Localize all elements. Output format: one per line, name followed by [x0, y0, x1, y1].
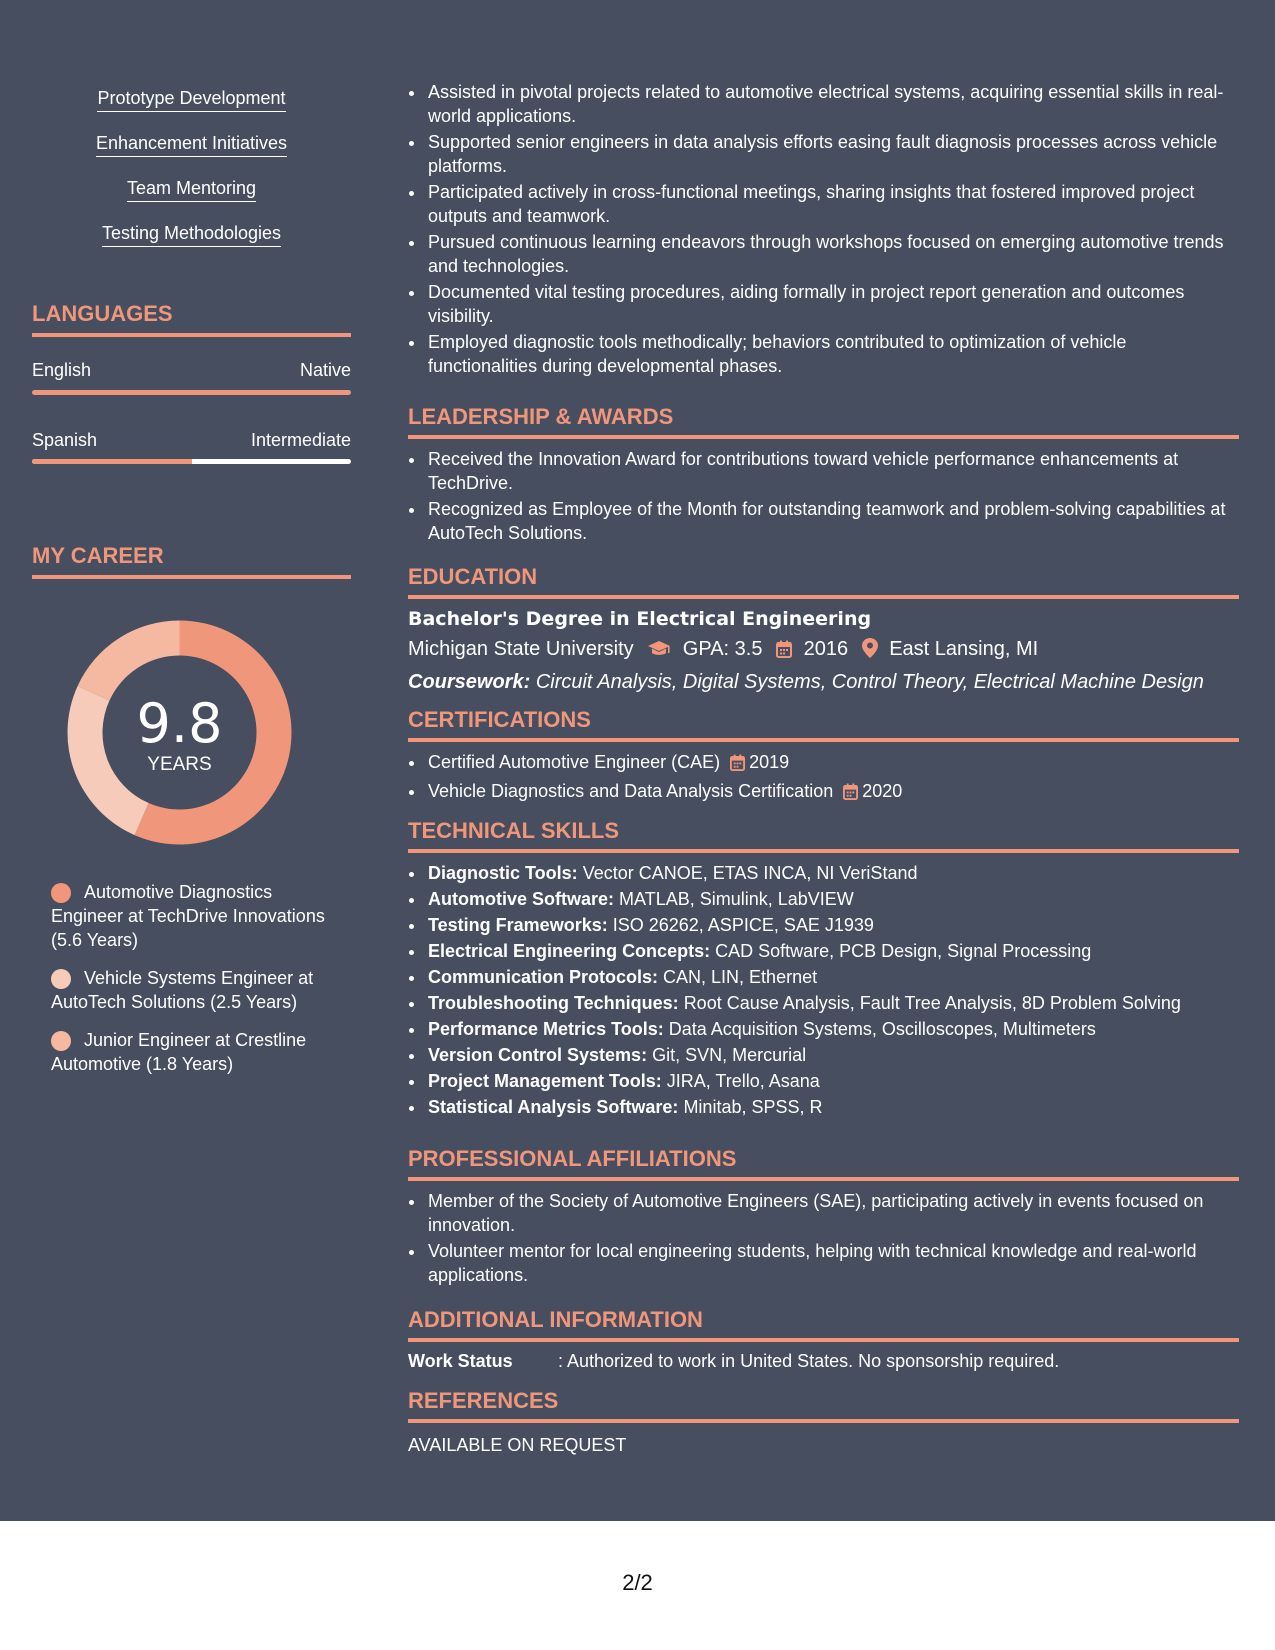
skill-tag [32, 176, 351, 202]
languages-heading: LANGUAGES [32, 300, 351, 337]
language-level: Intermediate [250, 430, 351, 450]
technical-skills-section [408, 817, 1239, 1121]
technical-skills-heading: TECHNICAL SKILLS [408, 817, 1239, 853]
skill-tag-label: Team Mentoring [127, 176, 256, 202]
calendar-icon [776, 637, 792, 667]
leadership-heading: LEADERSHIP & AWARDS [408, 403, 1239, 439]
tech-skill-label: Version Control Systems: [428, 1045, 648, 1065]
tech-skill-label: Statistical Analysis Software: [428, 1097, 679, 1117]
references-text: AVAILABLE ON REQUEST [408, 1435, 627, 1455]
language-proficiency-bar [32, 459, 351, 464]
award-item: • Recognized as Employee of the Month for outstanding teamwork and problem-solving capabilities at AutoTech Solutions. [426, 497, 1239, 545]
skill-tag [32, 221, 351, 247]
award-item: • Received the Innovation Award for contributions toward vehicle performance enhancements at TechDrive. [426, 447, 1239, 495]
language-name: English [32, 360, 92, 380]
tech-skill-value: CAN, LIN, Ethernet [663, 967, 818, 987]
certification-name: Certified Automotive Engineer (CAE) [428, 752, 721, 772]
tech-skill-item [426, 1095, 1239, 1119]
calendar-icon [843, 782, 858, 806]
tech-skill-label: Project Management Tools: [428, 1071, 662, 1091]
tech-skill-label: Troubleshooting Techniques: [428, 993, 679, 1013]
language-level: Native [299, 360, 351, 380]
skill-tag-label: Enhancement Initiatives [96, 131, 287, 157]
leadership-section [408, 403, 1239, 547]
affiliation-item: • Member of the Society of Automotive Engineers (SAE), participating actively in events focused on innovation. [426, 1189, 1239, 1237]
tech-skill-value: JIRA, Trello, Asana [666, 1071, 820, 1091]
affiliations-heading: PROFESSIONAL AFFILIATIONS [408, 1145, 1239, 1181]
skills-tags [32, 86, 351, 266]
school-location: East Lansing, MI [889, 638, 1039, 660]
tech-skill-item [426, 965, 1239, 989]
skill-tag [32, 131, 351, 157]
coursework-list: Circuit Analysis, Digital Systems, Control Theory, Electrical Machine Design [535, 671, 1204, 693]
career-item [51, 880, 341, 952]
education-meta [408, 634, 1239, 667]
skill-tag-label: Prototype Development [97, 86, 285, 112]
tech-skill-label: Performance Metrics Tools: [428, 1019, 664, 1039]
certification-name: Vehicle Diagnostics and Data Analysis Certification [428, 781, 834, 801]
calendar-icon [730, 753, 745, 777]
affiliations-section [408, 1145, 1239, 1289]
tech-skill-item [426, 939, 1239, 963]
gpa: GPA: 3.5 [682, 638, 763, 660]
tech-skill-value: ISO 26262, ASPICE, SAE J1939 [612, 915, 874, 935]
experience-bullet: • Assisted in pivotal projects related to automotive electrical systems, acquiring essential skills in real-world applications. [426, 80, 1239, 128]
career-item [51, 966, 341, 1014]
certification-item [426, 750, 1239, 777]
work-status-value: : Authorized to work in United States. No sponsorship required. [558, 1351, 1060, 1371]
experience-bullet: • Supported senior engineers in data analysis efforts easing fault diagnosis processes across vehicle platforms. [426, 130, 1239, 178]
coursework [408, 667, 1239, 697]
tech-skill-value: Minitab, SPSS, R [683, 1097, 823, 1117]
tech-skill-value: Git, SVN, Mercurial [652, 1045, 807, 1065]
additional-info-heading: ADDITIONAL INFORMATION [408, 1306, 1239, 1342]
tech-skill-item [426, 1017, 1239, 1041]
career-item-label: Automotive Diagnostics Engineer at TechDrive Innovations (5.6 Years) [51, 882, 325, 950]
work-status-row [408, 1349, 1239, 1373]
certification-year: 2020 [862, 781, 903, 801]
tech-skill-label: Electrical Engineering Concepts: [428, 941, 711, 961]
work-status-label: Work Status [408, 1351, 513, 1371]
coursework-label: Coursework: [408, 671, 531, 693]
graduation-cap-icon [647, 637, 671, 667]
tech-skill-item [426, 1069, 1239, 1093]
affiliation-item: • Volunteer mentor for local engineering students, helping with technical knowledge and real-world applications. [426, 1239, 1239, 1287]
career-total-unit: YEARS [147, 754, 212, 775]
additional-info-section [408, 1306, 1239, 1373]
degree-title: Bachelor's Degree in Electrical Engineering [408, 608, 872, 630]
career-total-value: 9.8 [136, 692, 223, 755]
career-dot [51, 883, 71, 903]
language-proficiency-fill [32, 390, 351, 395]
references-heading: REFERENCES [408, 1387, 1239, 1423]
tech-skill-item [426, 887, 1239, 911]
experience-bullet: • Documented vital testing procedures, aiding formally in project report generation and outcomes visibility. [426, 280, 1239, 328]
career-dot [51, 969, 71, 989]
tech-skill-label: Testing Frameworks: [428, 915, 608, 935]
skill-tag [32, 86, 351, 112]
tech-skill-item [426, 913, 1239, 937]
career-heading: MY CAREER [32, 542, 351, 579]
tech-skill-label: Diagnostic Tools: [428, 863, 578, 883]
career-dot [51, 1031, 71, 1051]
career-item-label: Vehicle Systems Engineer at AutoTech Solutions (2.5 Years) [51, 968, 314, 1012]
certifications-section [408, 706, 1239, 808]
language-proficiency-fill [32, 459, 192, 464]
technical-skills-list [408, 861, 1239, 1119]
career-item-label: Junior Engineer at Crestline Automotive (1.8 Years) [51, 1030, 307, 1074]
language-proficiency-bar [32, 390, 351, 395]
page-number: 2/2 [622, 1570, 653, 1595]
experience-bullet: • Pursued continuous learning endeavors through workshops focused on emerging automotive trends and technologies. [426, 230, 1239, 278]
tech-skill-value: Data Acquisition Systems, Oscilloscopes, Multimeters [668, 1019, 1096, 1039]
language-name: Spanish [32, 430, 98, 450]
tech-skill-value: CAD Software, PCB Design, Signal Processing [715, 941, 1092, 961]
graduation-year: 2016 [803, 638, 849, 660]
tech-skill-label: Communication Protocols: [428, 967, 659, 987]
experience-bullet: • Participated actively in cross-functional meetings, sharing insights that fostered improved project outputs and teamwork. [426, 180, 1239, 228]
education-section [408, 563, 1239, 697]
tech-skill-item [426, 1043, 1239, 1067]
tech-skill-item [426, 861, 1239, 885]
career-item [51, 1028, 341, 1076]
tech-skill-label: Automotive Software: [428, 889, 615, 909]
career-list [51, 880, 341, 1090]
tech-skill-value: Root Cause Analysis, Fault Tree Analysis, 8D Problem Solving [683, 993, 1181, 1013]
references-section [408, 1387, 1239, 1457]
location-pin-icon [862, 637, 878, 667]
tech-skill-item [426, 991, 1239, 1015]
skill-tag-label: Testing Methodologies [102, 221, 281, 247]
certification-year: 2019 [749, 752, 790, 772]
tech-skill-value: Vector CANOE, ETAS INCA, NI VeriStand [582, 863, 918, 883]
career-donut-chart [67, 620, 292, 845]
education-heading: EDUCATION [408, 563, 1239, 599]
certifications-heading: CERTIFICATIONS [408, 706, 1239, 742]
experience-bullet: • Employed diagnostic tools methodically; behaviors contributed to optimization of vehicle functionalities during developmental phases. [426, 330, 1239, 378]
school-name: Michigan State University [408, 638, 634, 660]
tech-skill-value: MATLAB, Simulink, LabVIEW [619, 889, 854, 909]
certification-item [426, 779, 1239, 806]
experience-bullets [408, 80, 1239, 380]
career-donut-segment-2 [78, 621, 180, 701]
